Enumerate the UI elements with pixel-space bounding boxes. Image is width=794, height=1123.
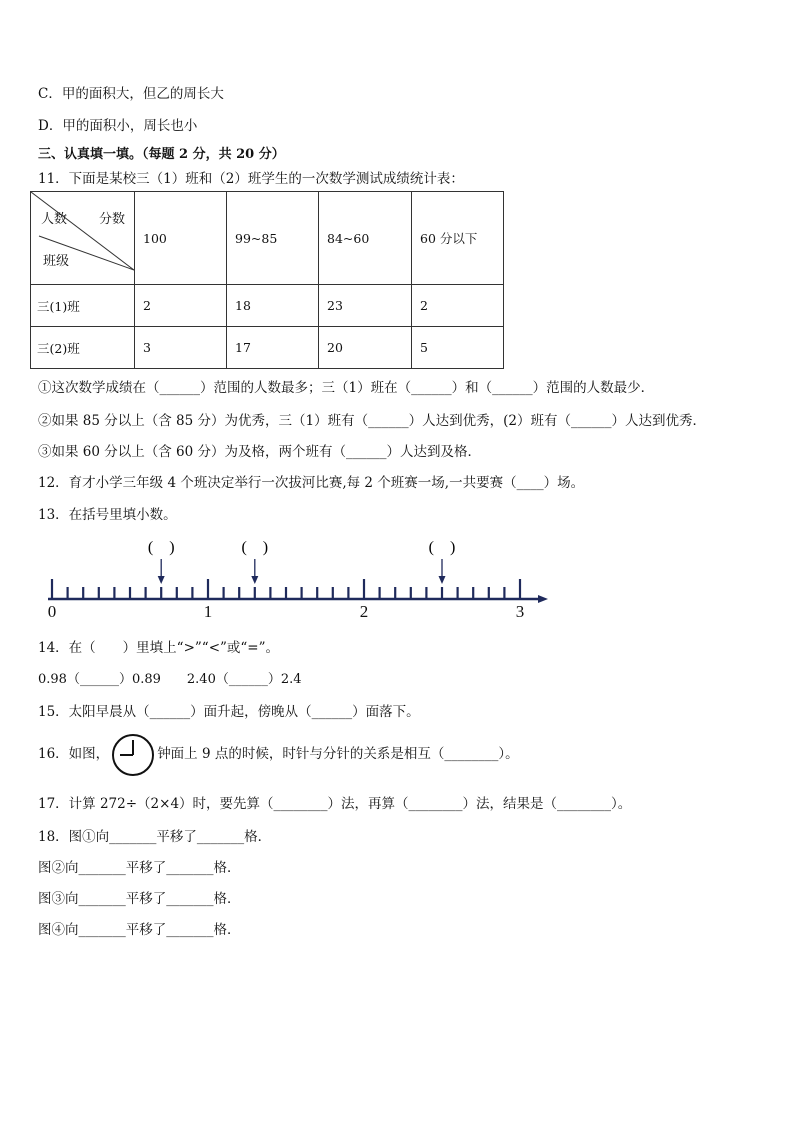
header-cell: 84~60 bbox=[319, 192, 412, 285]
arrow-head bbox=[439, 576, 446, 584]
table-cell: 2 bbox=[135, 285, 227, 327]
table-cell: 17 bbox=[227, 327, 319, 369]
arrow-head bbox=[158, 576, 165, 584]
diagonal-lines bbox=[31, 192, 134, 284]
clock-icon bbox=[111, 733, 155, 777]
number-line-label: 1 bbox=[203, 602, 213, 621]
q16 bbox=[38, 732, 519, 777]
corner-label-class: 班级 bbox=[43, 254, 70, 269]
answer-blank[interactable]: ( ) bbox=[147, 539, 175, 556]
option-d: D．甲的面积小，周长也小 bbox=[38, 118, 198, 134]
option-c: C．甲的面积大，但乙的周长大 bbox=[38, 86, 224, 102]
q18-line4: 图④向_______平移了_______格． bbox=[38, 922, 241, 938]
number-line-label: 0 bbox=[47, 602, 57, 621]
number-line-arrowhead bbox=[538, 595, 548, 603]
q18-line3: 图③向_______平移了_______格． bbox=[38, 891, 241, 907]
q14-prompt: 14．在（ ）里填上“>”“<”或“=”。 bbox=[38, 640, 280, 656]
q15: 15．太阳早晨从（______）面升起，傍晚从（______）面落下。 bbox=[38, 704, 420, 720]
arrow-head bbox=[251, 576, 258, 584]
q18-line1: 18．图①向_______平移了_______格． bbox=[38, 829, 272, 845]
q17: 17．计算 272÷（2×4）时，要先算（________）法，再算（________）法，结果是（________）。 bbox=[38, 796, 632, 812]
q11-sub2: ②如果 85 分以上（含 85 分）为优秀，三（1）班有（______）人达到优秀，(2）班有（______）人达到优秀． bbox=[38, 413, 706, 429]
number-line-label: 3 bbox=[515, 602, 525, 621]
q12: 12．育才小学三年级 4 个班决定举行一次拔河比赛,每 2 个班赛一场,一共要赛（____）场。 bbox=[38, 475, 585, 491]
header-cell: 100 bbox=[135, 192, 227, 285]
section-heading: 三、认真填一填。（每题 2 分，共 20 分） bbox=[38, 147, 285, 162]
q11-sub3: ③如果 60 分以上（含 60 分）为及格，两个班有（______）人达到及格． bbox=[38, 444, 482, 460]
q16-post: 钟面上 9 点的时候，时针与分针的关系是相互（________）。 bbox=[157, 746, 519, 762]
number-line bbox=[0, 535, 560, 625]
q18-line2: 图②向_______平移了_______格． bbox=[38, 860, 241, 876]
table-row bbox=[31, 327, 504, 369]
corner-label-score: 分数 bbox=[99, 212, 126, 227]
table-cell: 23 bbox=[319, 285, 412, 327]
header-cell: 99~85 bbox=[227, 192, 319, 285]
table-cell: 5 bbox=[412, 327, 504, 369]
header-cell: 60 分以下 bbox=[412, 192, 504, 285]
table-cell: 20 bbox=[319, 327, 412, 369]
corner-label-count: 人数 bbox=[41, 212, 68, 227]
answer-blank[interactable]: ( ) bbox=[428, 539, 456, 556]
answer-blank[interactable]: ( ) bbox=[241, 539, 269, 556]
q14-items: 0.98（______）0.89 2.40（______）2.4 bbox=[38, 672, 302, 687]
q11-sub1: ①这次数学成绩在（______）范围的人数最多；三（1）班在（______）和（______）范围的人数最少． bbox=[38, 380, 655, 396]
table-cell: 3 bbox=[135, 327, 227, 369]
q11-prompt: 11．下面是某校三（1）班和（2）班学生的一次数学测试成绩统计表： bbox=[38, 171, 464, 187]
table-cell: 18 bbox=[227, 285, 319, 327]
table-cell: 2 bbox=[412, 285, 504, 327]
q16-pre: 16．如图， bbox=[38, 746, 110, 762]
row-label: 三(2)班 bbox=[31, 327, 135, 369]
number-line-label: 2 bbox=[359, 602, 369, 621]
q13-prompt: 13．在括号里填小数。 bbox=[38, 507, 177, 523]
table-row bbox=[31, 285, 504, 327]
score-table bbox=[30, 191, 504, 369]
table-corner-cell bbox=[31, 192, 135, 285]
row-label: 三(1)班 bbox=[31, 285, 135, 327]
